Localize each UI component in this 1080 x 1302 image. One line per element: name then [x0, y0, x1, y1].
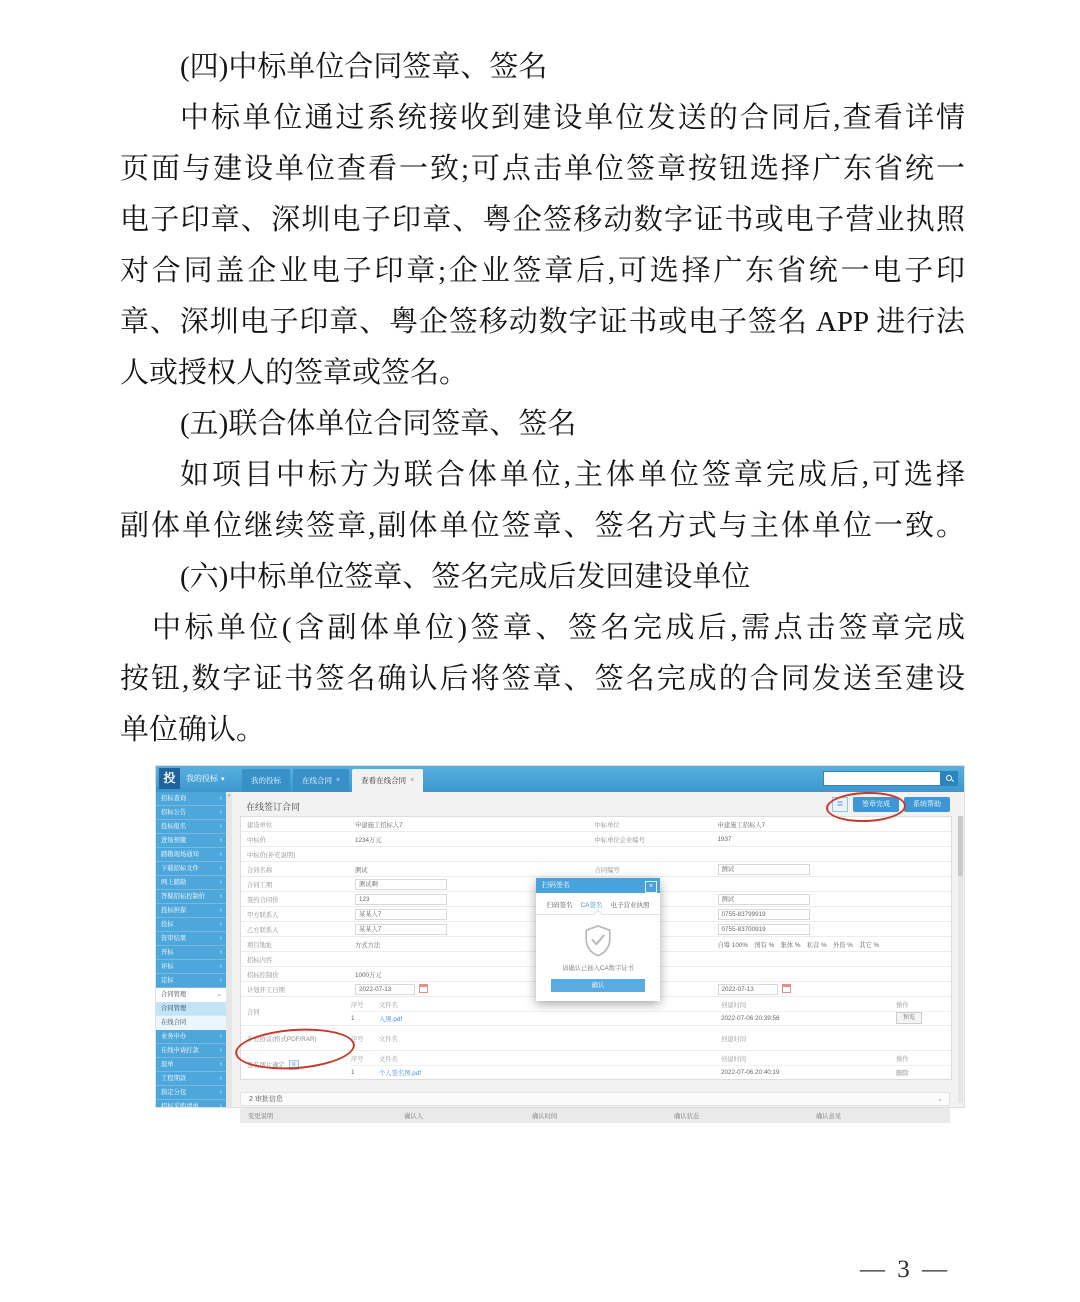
col-header: 序号	[351, 1035, 364, 1043]
doc-line: 章、深圳电子印章、粤企签移动数字证书或电子签名 APP 进行法	[120, 306, 965, 338]
col-header: 文件名	[379, 1055, 398, 1063]
field-label: 计划开工日期	[247, 986, 285, 994]
file-time: 2022-07-06 20:39:56	[721, 1014, 780, 1022]
tab-bar	[242, 769, 423, 792]
dialog-title: 扫码签名	[542, 882, 570, 889]
system-help-button[interactable]: 系统帮助	[904, 797, 950, 812]
tab-my-bids[interactable]	[242, 769, 290, 792]
col-header: 确认状态	[673, 1113, 700, 1120]
sidebar-item[interactable]: 工程期款 ›	[156, 1072, 226, 1086]
sidebar-scrollbar[interactable]: ▲	[226, 792, 232, 1107]
delete-button[interactable]: 删除	[896, 1069, 909, 1077]
col-header: 文件名	[379, 1001, 398, 1009]
field-label: 中标价	[247, 836, 266, 844]
sidebar-item[interactable]: 开标 ›	[156, 946, 226, 960]
sidebar-item[interactable]: 招标采购清单 ›	[156, 1100, 226, 1114]
doc-line: 人或授权人的签章或签名。	[120, 357, 469, 389]
field-label: 中标单位企业编号	[594, 836, 645, 844]
form-row	[241, 832, 951, 847]
file-time: 2022-07-06 20:40:19	[721, 1068, 780, 1076]
sidebar-subitem-online-contract-active[interactable]: 在线合同	[156, 1016, 226, 1030]
field-label: 建设单位	[247, 821, 273, 829]
shield-check-icon	[582, 924, 614, 958]
document-body	[120, 42, 965, 756]
file-table-header	[351, 1052, 951, 1065]
tab-label: 我的投标	[251, 776, 281, 785]
workspace-switcher[interactable]: 我的投标 ▾	[186, 773, 225, 784]
doc-heading-6: (六)中标单位签章、签名完成后发回建设单位	[180, 561, 751, 593]
preview-button[interactable]: 预览	[896, 1012, 922, 1024]
sidebar-item[interactable]: 指定分包 ›	[156, 1086, 226, 1100]
file-table	[351, 1032, 951, 1045]
contract-price-input[interactable]: 123	[355, 894, 447, 905]
text-input[interactable]: 测试	[718, 894, 810, 905]
col-header: 确认时间	[531, 1113, 558, 1120]
sidebar-group-contract-management[interactable]: 合同管理 ⌄	[156, 988, 226, 1002]
field-label: 甲方联系人	[247, 911, 279, 919]
sign-complete-button[interactable]: 签章完成	[853, 797, 899, 812]
sidebar-subitem-contract-management[interactable]: 合同管理	[156, 1002, 226, 1016]
field-label: 合同编号	[594, 866, 620, 874]
col-header: 操作	[896, 1001, 909, 1009]
dialog-message: 请确认已插入CA数字证书	[562, 965, 634, 972]
file-link[interactable]: 入围.pdf	[379, 1015, 403, 1023]
field-value: 申建施工招标人7	[355, 821, 403, 829]
approval-section-header[interactable]: 2 审批信息 ⌄	[240, 1092, 950, 1106]
doc-heading-4: (四)中标单位合同签章、签名	[180, 51, 548, 83]
content-scrollbar[interactable]	[958, 816, 963, 1103]
calendar-icon[interactable]	[782, 984, 791, 993]
field-value: 申建施工招标人7	[717, 821, 766, 829]
sidebar-item[interactable]: 网上踏勘 ›	[156, 876, 226, 890]
sidebar-item[interactable]: 资审结果 ›	[156, 932, 226, 946]
phone-input[interactable]: 0755-83799919	[718, 909, 810, 920]
duration-input[interactable]: 测试啊	[355, 879, 447, 890]
confirm-button[interactable]: 确认	[551, 979, 645, 992]
field-value	[714, 924, 952, 935]
col-header: 操作	[896, 1055, 909, 1063]
col-header: 序号	[351, 1001, 364, 1009]
party-a-contact-input[interactable]: 某某人7	[355, 909, 447, 920]
end-date-input[interactable]: 2022-07-13	[718, 984, 778, 995]
search-button[interactable]	[941, 771, 958, 786]
form-row	[241, 847, 951, 862]
field-label: 招标控制价	[247, 971, 279, 979]
field-value	[714, 984, 952, 995]
col-header: 变更说明	[248, 1113, 274, 1120]
approval-table-header	[240, 1108, 950, 1123]
field-value	[714, 864, 952, 875]
dialog-titlebar	[536, 878, 660, 893]
file-table	[351, 998, 951, 1025]
global-search	[823, 771, 958, 786]
search-input[interactable]	[823, 771, 941, 786]
sidebar-item[interactable]: 投标担保 ›	[156, 904, 226, 918]
col-header: 序号	[351, 1055, 364, 1063]
field-value: 测试	[355, 866, 368, 874]
sidebar-item[interactable]: 业务申办 ›	[156, 1030, 226, 1044]
sidebar-menu	[156, 792, 226, 1124]
contract-no-input[interactable]: 测试	[718, 864, 810, 875]
file-table	[351, 1052, 951, 1079]
dialog-close-icon[interactable]: ×	[645, 881, 657, 893]
col-header: 确认意见	[815, 1113, 842, 1120]
col-header: 创建时间	[721, 1001, 747, 1009]
sidebar-item[interactable]: 招标公告 ›	[156, 806, 226, 820]
scan-sign-dialog	[536, 878, 660, 1001]
tab-view-online-contract[interactable]	[352, 769, 423, 792]
sidebar-item[interactable]: 踏勘现场通知 ›	[156, 848, 226, 862]
sidebar-item[interactable]: 下载招标文件 ›	[156, 862, 226, 876]
file-link[interactable]: 个人签名图.pdf	[379, 1069, 421, 1077]
field-label: 乙方联系人	[247, 926, 279, 934]
sidebar-item[interactable]: 退单 ›	[156, 1058, 226, 1072]
field-value: 方式方法	[355, 941, 381, 949]
file-no: 1	[351, 1014, 355, 1022]
tab-label: 在线合同	[302, 776, 332, 785]
embedded-screenshot	[155, 765, 965, 1124]
field-label: 签约合同价	[247, 896, 279, 904]
party-b-contact-input[interactable]: 某某人7	[355, 924, 447, 935]
field-value: 1937	[717, 835, 732, 843]
field-label: 中标单位	[594, 821, 620, 829]
list-icon[interactable]: ≣	[832, 797, 848, 812]
field-value: 1000万元	[355, 971, 382, 979]
tab-ca-sign[interactable]: CA签名	[580, 902, 603, 909]
doc-line: 页面与建设单位查看一致;可点击单位签章按钮选择广东省统一	[120, 153, 965, 185]
dialog-tabs	[536, 893, 660, 915]
col-header: 创建时间	[721, 1055, 747, 1063]
page-title: 在线签订合同	[246, 802, 301, 812]
doc-line: 中标单位(含副体单位)签章、签名完成后,需点击签章完成	[152, 612, 965, 644]
doc-line: 如项目中标方为联合体单位,主体单位签章完成后,可选择	[180, 459, 965, 491]
doc-line: 中标单位通过系统接收到建设单位发送的合同后,查看详情	[180, 102, 965, 134]
page-number: — 3 —	[860, 1256, 950, 1283]
tab-scan-sign[interactable]: 扫码签名	[546, 902, 573, 909]
doc-line: 单位确认。	[120, 714, 266, 746]
file-row	[351, 1065, 951, 1079]
sidebar-item[interactable]: 答疑招标控制价 ›	[156, 890, 226, 904]
field-value: 1234万元	[355, 836, 382, 844]
search-icon	[946, 775, 954, 783]
phone-input[interactable]: 0755-83700919	[718, 924, 810, 935]
sidebar-item[interactable]: 招标查询 ›	[156, 792, 226, 806]
doc-line: 按钮,数字证书签名确认后将签章、签名完成的合同发送至建设	[120, 663, 965, 695]
calendar-icon[interactable]	[419, 984, 428, 993]
app-header	[156, 766, 964, 792]
tab-close-icon[interactable]: ×	[336, 777, 341, 784]
start-date-input[interactable]: 2022-07-13	[355, 984, 415, 995]
field-label: 合同	[247, 1008, 260, 1016]
sidebar-item[interactable]: 定标 ›	[156, 974, 226, 988]
sidebar-item[interactable]: 投标 ›	[156, 918, 226, 932]
field-label: 补充协议(格式PDF/RAR)	[247, 1035, 317, 1043]
contract-files-block	[241, 997, 951, 1026]
col-header: 文件名	[379, 1035, 398, 1043]
tab-notch	[593, 910, 603, 920]
doc-line: 对合同盖企业电子印章;企业签章后,可选择广东省统一电子印	[120, 255, 965, 287]
tab-online-contract[interactable]	[293, 769, 349, 792]
sidebar-item[interactable]: 在线申请打款 ›	[156, 1044, 226, 1058]
col-header: 确认人	[404, 1113, 424, 1120]
funding-composition: 自筹 100% 国有 % 集体 % 私营 % 外资 % 其它 %	[717, 941, 880, 949]
doc-line: 副体单位继续签章,副体单位签章、签名方式与主体单位一致。	[120, 510, 965, 542]
doc-heading-5: (五)联合体单位合同签章、签名	[180, 408, 577, 440]
sidebar-item[interactable]: 投标报名 ›	[156, 820, 226, 834]
app-logo: 投	[159, 768, 180, 789]
file-table-header	[351, 1032, 951, 1045]
sidebar-item[interactable]: 评标 ›	[156, 960, 226, 974]
field-label: 招标内容	[247, 956, 273, 964]
field-value	[714, 894, 952, 905]
tab-e-business-license[interactable]: 电子营业执照	[610, 902, 650, 909]
sidebar-item[interactable]: 进场预缴 ›	[156, 834, 226, 848]
tab-close-icon[interactable]: ×	[410, 777, 415, 784]
doc-line: 电子印章、深圳电子印章、粤企签移动数字证书或电子营业执照	[120, 204, 965, 236]
form-row	[241, 862, 951, 877]
file-no: 1	[351, 1068, 355, 1076]
file-row	[351, 1011, 951, 1025]
signature-label: 签名图片确定	[247, 1061, 285, 1069]
sidebar-item[interactable]: 企业信息管理 ›	[156, 1114, 226, 1128]
col-header: 创建时间	[721, 1035, 747, 1043]
field-label: 中标价(补充说明)	[247, 851, 296, 859]
field-label: 项目地址	[247, 941, 273, 949]
field-label: 合同工期	[247, 881, 273, 889]
tab-label: 查看在线合同	[361, 776, 407, 785]
field-label: 合同名称	[247, 866, 273, 874]
field-value	[714, 909, 952, 920]
